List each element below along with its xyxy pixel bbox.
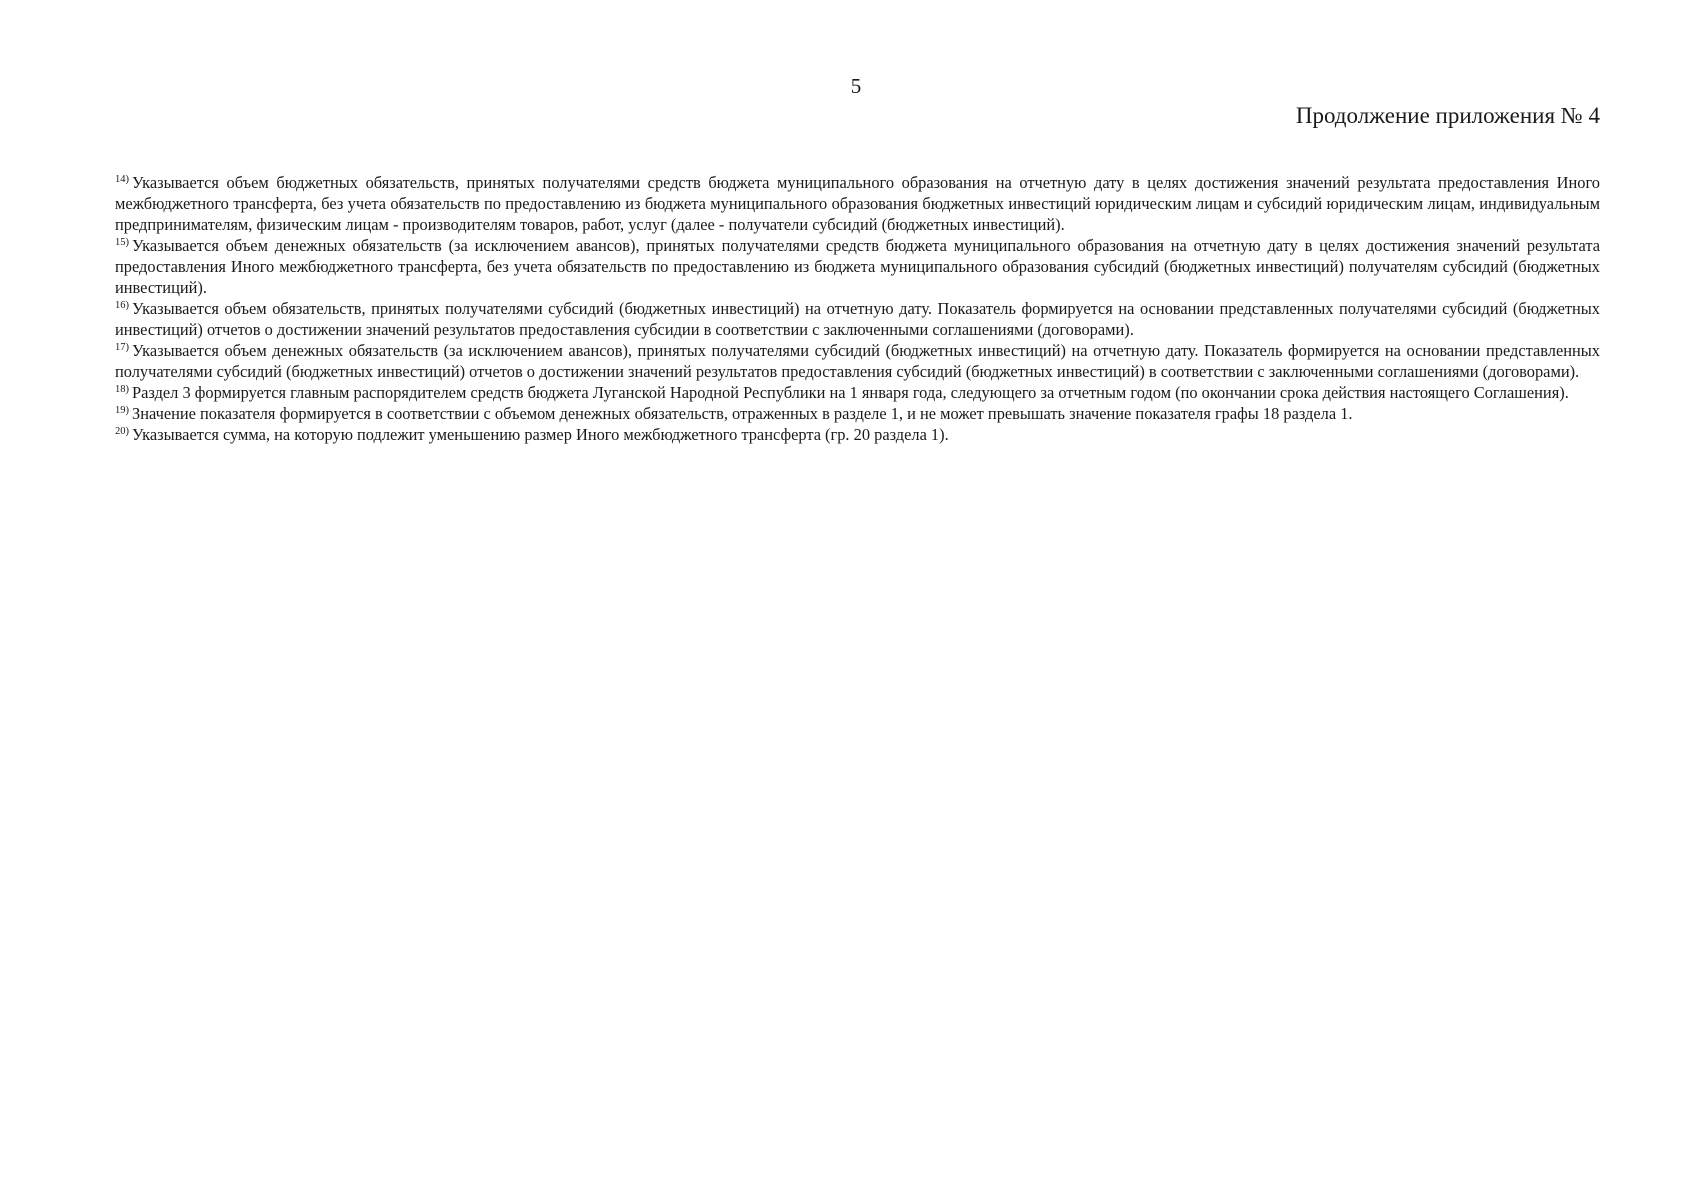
footnote-17 bbox=[115, 340, 1600, 382]
footnote-14 bbox=[115, 172, 1600, 235]
footnote-mark: 17) bbox=[115, 342, 129, 353]
footnote-15 bbox=[115, 235, 1600, 298]
footnote-mark: 20) bbox=[115, 426, 129, 437]
footnote-mark: 16) bbox=[115, 300, 129, 311]
footnote-mark: 19) bbox=[115, 405, 129, 416]
page-number: 5 bbox=[850, 74, 862, 98]
footnote-18 bbox=[115, 382, 1600, 403]
footnote-text: Раздел 3 формируется главным распорядителем средств бюджета Луганской Народной Республики на 1 января года, следующего за отчетным годом (по окончании срока действия настоящего Соглашения). bbox=[132, 383, 1569, 402]
appendix-caption: Продолжение приложения № 4 bbox=[1295, 103, 1600, 128]
footnote-text: Указывается объем денежных обязательств (за исключением авансов), принятых получателями средств бюджета муниципального образования на отчетную дату в целях достижения значений результата предоставления Иного межбюджетного трансферта, без учета обязательств по предоставлению из бюджета муниципального образования субсидий (бюджетных инвестиций) получателям субсидий (бюджетных инвестиций). bbox=[115, 236, 1600, 297]
footnote-20 bbox=[115, 424, 1600, 445]
footnote-16 bbox=[115, 298, 1600, 340]
footnote-text: Указывается сумма, на которую подлежит уменьшению размер Иного межбюджетного трансферта (гр. 20 раздела 1). bbox=[132, 425, 949, 444]
footnote-mark: 15) bbox=[115, 237, 129, 248]
footnote-mark: 14) bbox=[115, 174, 129, 185]
footnote-text: Значение показателя формируется в соответствии с объемом денежных обязательств, отраженных в разделе 1, и не может превышать значение показателя графы 18 раздела 1. bbox=[132, 404, 1353, 423]
footnotes-section bbox=[115, 172, 1600, 445]
footnote-mark: 18) bbox=[115, 384, 129, 395]
footnote-text: Указывается объем денежных обязательств (за исключением авансов), принятых получателями субсидий (бюджетных инвестиций) на отчетную дату. Показатель формируется на основании представленных получателями субсидий (бюджетных инвестиций) отчетов о достижении значений результатов предоставления субсидий (бюджетных инвестиций) в соответствии с заключенными соглашениями (договорами). bbox=[115, 341, 1600, 381]
footnote-19 bbox=[115, 403, 1600, 424]
footnote-text: Указывается объем обязательств, принятых получателями субсидий (бюджетных инвестиций) на отчетную дату. Показатель формируется на основании представленных получателями субсидий (бюджетных инвестиций) отчетов о достижении значений результатов предоставления субсидии в соответствии с заключенными соглашениями (договорами). bbox=[115, 299, 1600, 339]
footnote-text: Указывается объем бюджетных обязательств, принятых получателями средств бюджета муниципального образования на отчетную дату в целях достижения значений результата предоставления Иного межбюджетного трансферта, без учета обязательств по предоставлению из бюджета муниципального образования бюджетных инвестиций юридическим лицам и субсидий юридическим лицам, индивидуальным предпринимателям, физическим лицам - производителям товаров, работ, услуг (далее - получатели субсидий (бюджетных инвестиций). bbox=[115, 173, 1600, 234]
